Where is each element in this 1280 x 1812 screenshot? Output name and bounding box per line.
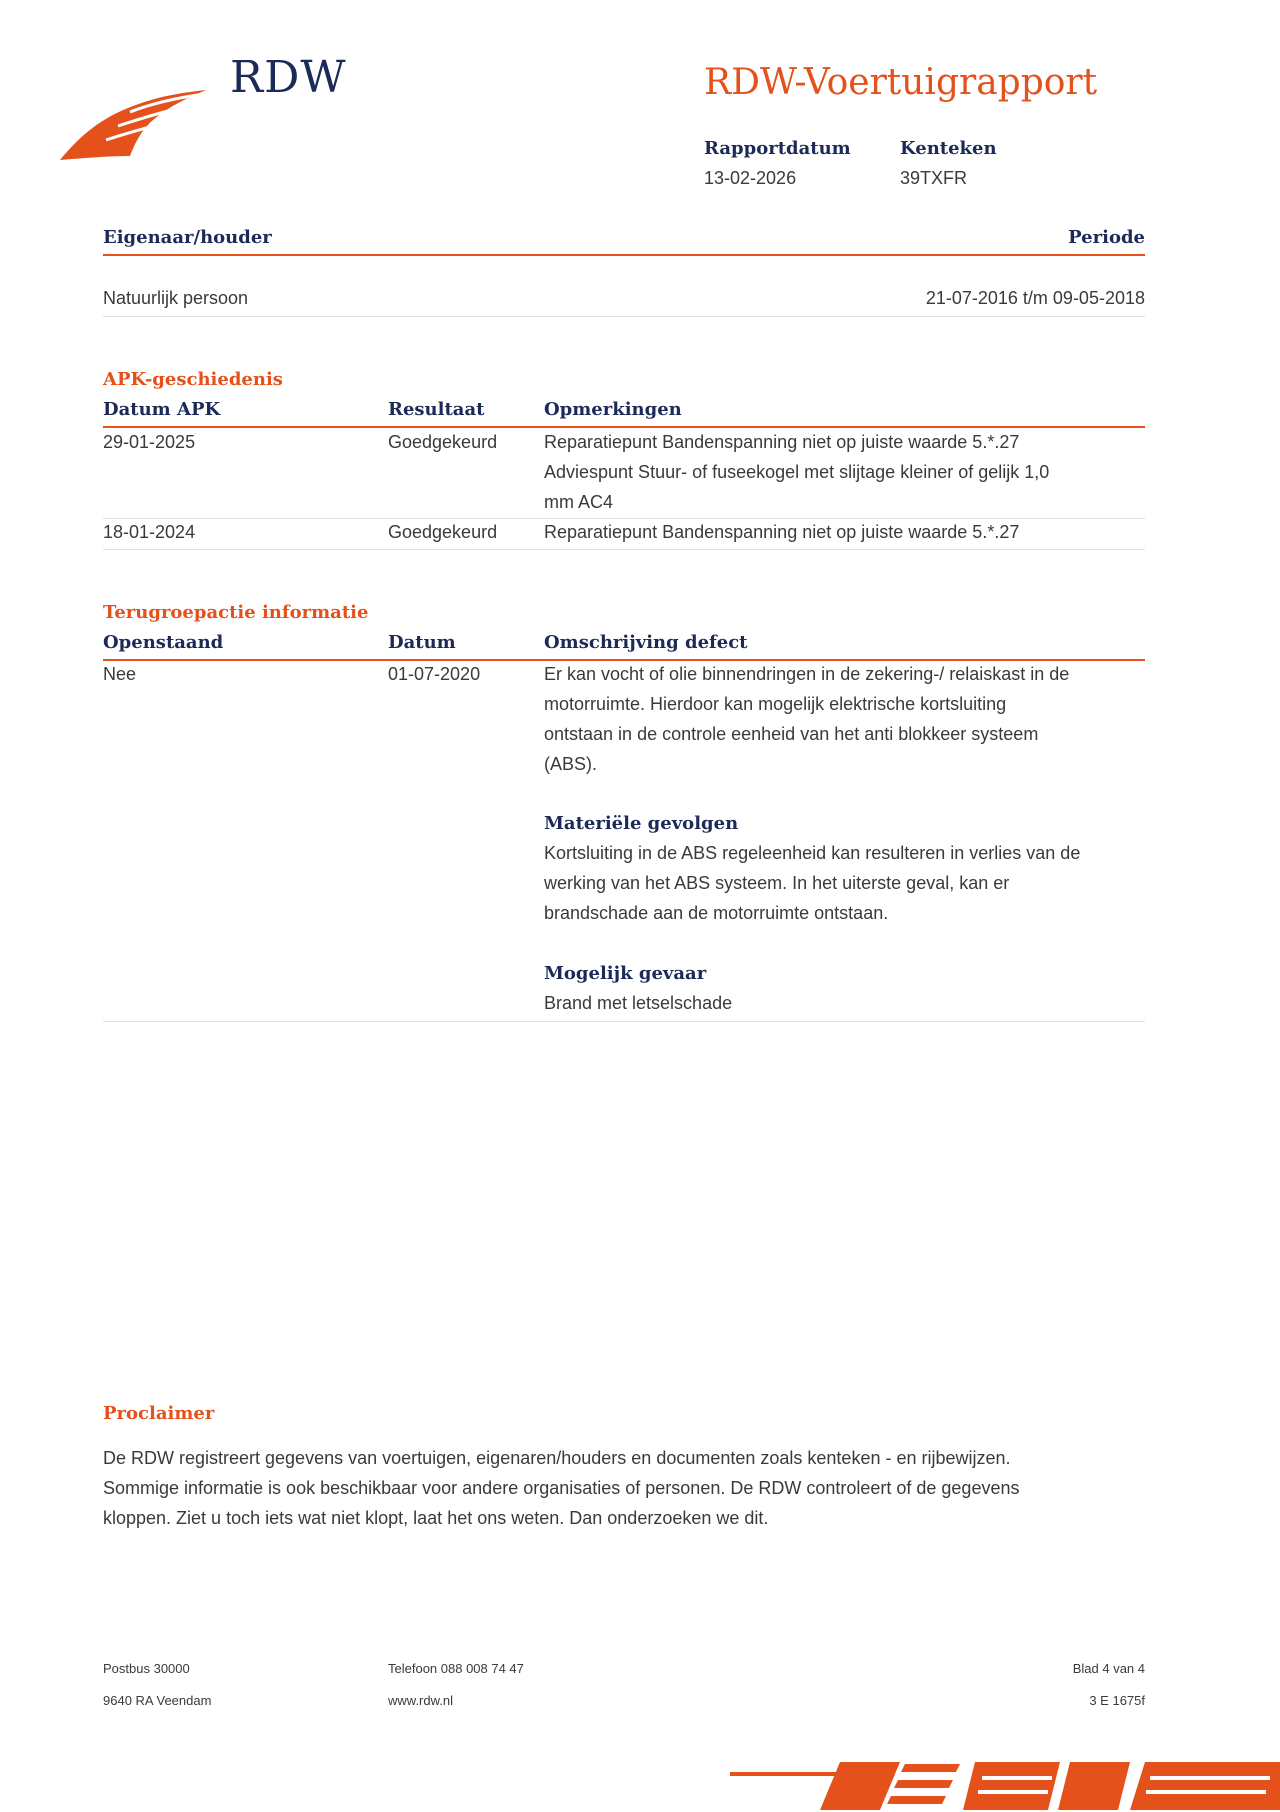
material-consequences-line-1: Kortsluiting in de ABS regeleenheid kan resulteren in verlies van de	[544, 843, 1081, 863]
material-consequences-line-2: werking van het ABS systeem. In het uiterste geval, kan er	[544, 873, 1010, 893]
divider	[103, 316, 1145, 317]
owner-period: 21-07-2016 t/m 09-05-2018	[925, 288, 1145, 308]
divider	[103, 549, 1145, 550]
divider	[103, 1021, 1145, 1022]
owner-label: Eigenaar/houder	[103, 227, 272, 248]
material-consequences-line-3: brandschade aan de motorruimte ontstaan.	[544, 903, 889, 923]
apk-row-1-remark-3: mm AC4	[544, 492, 614, 512]
report-date-label: Rapportdatum	[704, 138, 851, 159]
orange-stripes-graphic-icon	[730, 1752, 1280, 1812]
proclaimer-line-1: De RDW registreert gegevens van voertuigen, eigenaren/houders en documenten zoals kenteken - en rijbewijzen.	[103, 1448, 1011, 1468]
apk-row-1-date: 29-01-2025	[103, 432, 196, 452]
recall-date-value: 01-07-2020	[388, 664, 481, 684]
plate-value: 39TXFR	[900, 168, 968, 188]
proclaimer-line-3: kloppen. Ziet u toch iets wat niet klopt, laat het ons weten. Dan onderzoeken we dit.	[103, 1508, 769, 1528]
possible-danger-value: Brand met letselschade	[544, 993, 733, 1013]
report-date-value: 13-02-2026	[704, 168, 797, 188]
period-label: Periode	[1068, 227, 1145, 248]
recall-section-title: Terugroepactie informatie	[103, 602, 369, 623]
recall-description-line-1: Er kan vocht of olie binnendringen in de zekering-/ relaiskast in de	[544, 664, 1070, 684]
apk-col-remarks: Opmerkingen	[544, 399, 682, 420]
recall-col-description: Omschrijving defect	[544, 632, 748, 653]
apk-section-title: APK-geschiedenis	[103, 369, 283, 390]
proclaimer-title: Proclaimer	[103, 1403, 215, 1424]
owner-type: Natuurlijk persoon	[103, 288, 249, 308]
footer-page-number: Blad 4 van 4	[1072, 1661, 1145, 1676]
apk-row-2-result: Goedgekeurd	[388, 522, 498, 542]
apk-row-1-remark-2: Adviespunt Stuur- of fuseekogel met slijtage kleiner of gelijk 1,0	[544, 462, 1050, 482]
apk-row-1-result: Goedgekeurd	[388, 432, 498, 452]
recall-description-line-4: (ABS).	[544, 754, 598, 774]
recall-col-date: Datum	[388, 632, 456, 653]
footer-website-link[interactable]: www.rdw.nl	[388, 1693, 454, 1708]
possible-danger-label: Mogelijk gevaar	[544, 963, 707, 984]
material-consequences-label: Materiële gevolgen	[544, 813, 739, 834]
footer-document-code: 3 E 1675f	[1089, 1693, 1145, 1708]
footer-address-line-1: Postbus 30000	[103, 1661, 190, 1676]
recall-col-open: Openstaand	[103, 632, 224, 653]
divider	[103, 254, 1145, 256]
proclaimer-line-2: Sommige informatie is ook beschikbaar voor andere organisaties of personen. De RDW controleert of de gegevens	[103, 1478, 1020, 1498]
apk-col-date: Datum APK	[103, 399, 221, 420]
recall-description-line-2: motorruimte. Hierdoor kan mogelijk elektrische kortsluiting	[544, 694, 1007, 714]
logo-text: RDW	[230, 52, 347, 103]
apk-row-1-remark-1: Reparatiepunt Bandenspanning niet op juiste waarde 5.*.27	[544, 432, 1020, 452]
plate-label: Kenteken	[900, 138, 997, 159]
footer-phone: Telefoon 088 008 74 47	[388, 1661, 524, 1676]
footer-address-line-2: 9640 RA Veendam	[103, 1693, 212, 1708]
apk-row-2-date: 18-01-2024	[103, 522, 196, 542]
recall-description-line-3: ontstaan in de controle eenheid van het anti blokkeer systeem	[544, 724, 1039, 744]
recall-open-value: Nee	[103, 664, 137, 684]
apk-col-result: Resultaat	[388, 399, 485, 420]
apk-row-2-remark-1: Reparatiepunt Bandenspanning niet op juiste waarde 5.*.27	[544, 522, 1020, 542]
document-title: RDW-Voertuigrapport	[704, 62, 1098, 103]
rdw-wing-logo-icon	[58, 86, 208, 162]
